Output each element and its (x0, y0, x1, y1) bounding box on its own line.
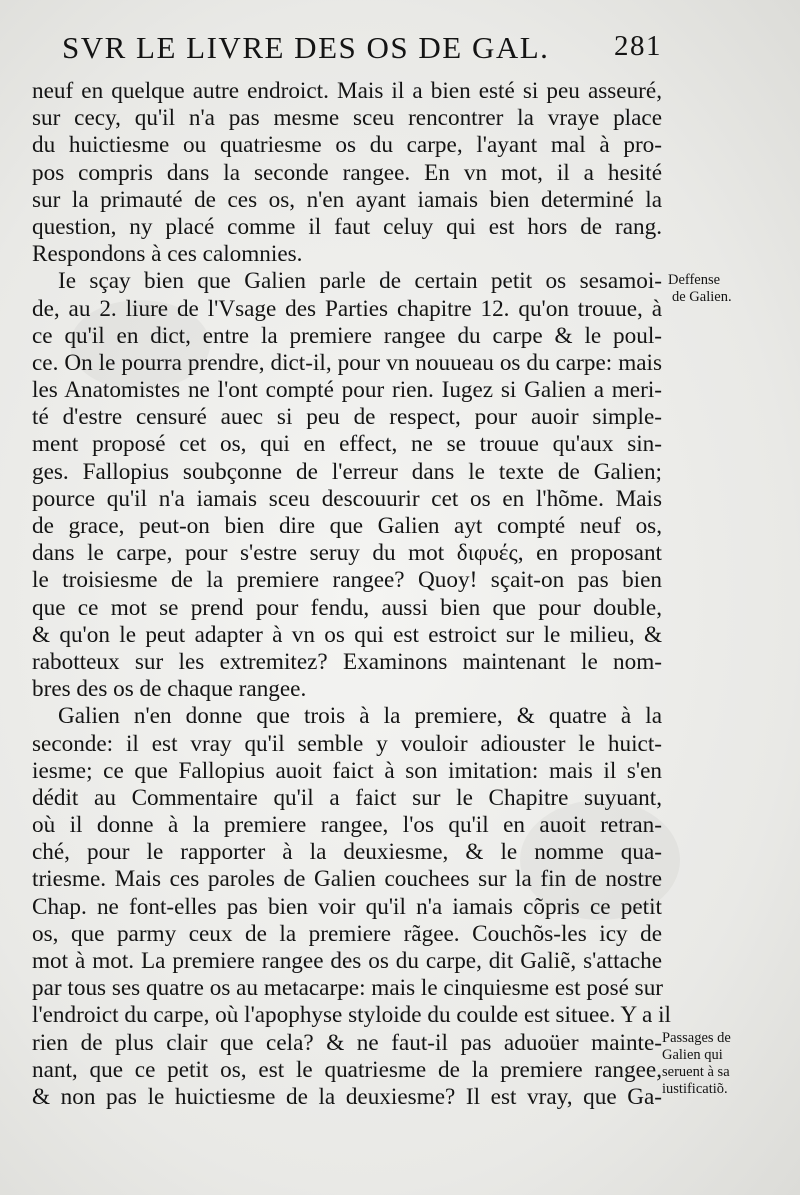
body-text (32, 78, 671, 1111)
text-line: pource qu'il n'a iamais sceu descouurir cet os en l'hõme. Mais (32, 485, 662, 512)
margin-note-passages (662, 1030, 731, 1098)
text-line: os, que parmy ceux de la premiere rãgee. Couchõs-les icy de (32, 920, 662, 947)
text-line: ment proposé cet os, qui en effect, ne se trouue qu'aux sin- (32, 431, 662, 458)
text-line: ges. Fallopius soubçonne de l'erreur dans le texte de Galien; (32, 458, 662, 485)
text-line: Respondons à ces calomnies. (32, 241, 303, 268)
text-line: sur la primauté de ces os, n'en ayant iamais bien determiné la (32, 186, 662, 213)
text-line: Galien n'en donne que trois à la premiere, & quatre à la (58, 703, 662, 730)
margin-note-line: Deffense (668, 272, 721, 288)
text-line: les Anatomistes ne l'ont compté pour rien. Iugez si Galien a meri- (32, 377, 662, 404)
text-line: question, ny placé comme il faut celuy qui est hors de rang. (32, 213, 662, 240)
page-number: 281 (614, 30, 662, 62)
text-line: Chap. ne font-elles pas bien voir qu'il n'a iamais cõpris ce petit (32, 893, 662, 920)
text-line: bres des os de chaque rangee. (32, 676, 307, 703)
text-line: rien de plus clair que cela? & ne faut-il pas aduoüer mainte- (32, 1029, 662, 1056)
text-line: que ce mot se prend pour fendu, aussi bien que pour double, (32, 594, 662, 621)
running-title: SVR LE LIVRE DES OS DE GAL. (62, 30, 550, 65)
text-line: dans le carpe, pour s'estre seruy du mot διφυές, en proposant (32, 540, 662, 567)
text-line: où il donne à la premiere rangee, l'os qu'il en auoit retran- (32, 812, 662, 839)
margin-note-line: iustificatiõ. (662, 1081, 728, 1097)
text-line: ce. On le pourra prendre, dict-il, pour vn nouueau os du carpe: mais (32, 349, 662, 376)
text-line: & qu'on le peut adapter à vn os qui est estroict sur le milieu, & (32, 621, 662, 648)
text-line: neuf en quelque autre endroict. Mais il a bien esté si peu asseuré, (32, 78, 662, 104)
text-line: Ie sçay bien que Galien parle de certain petit os sesamoi- (58, 268, 662, 295)
text-line: seconde: il est vray qu'il semble y vouloir adiouster le huict- (32, 730, 662, 757)
text-line: du huictiesme ou quatriesme os du carpe, l'ayant mal à pro- (32, 132, 662, 159)
text-line: & non pas le huictiesme de la deuxiesme? Il est vray, que Ga- (32, 1083, 662, 1110)
text-line: par tous ses quatre os au metacarpe: mais le cinquiesme est posé sur (32, 975, 664, 1002)
margin-note-line: Passages de (662, 1030, 731, 1046)
text-line: le troisiesme de la premiere rangee? Quoy! sçait-on pas bien (32, 567, 662, 594)
text-line: té d'estre censuré auec si peu de respect, pour auoir simple- (32, 404, 662, 431)
margin-note-line: seruent à sa (662, 1064, 730, 1080)
text-line: ché, pour le rapporter à la deuxiesme, & le nomme qua- (32, 839, 662, 866)
text-line: sur cecy, qu'il n'a pas mesme sceu rencontrer la vraye place (32, 105, 662, 132)
margin-note-line: Galien qui (662, 1047, 723, 1063)
text-line: nant, que ce petit os, est le quatriesme de la premiere rangee, (32, 1056, 662, 1083)
text-line: pos compris dans la seconde rangee. En vn mot, il a hesité (32, 159, 662, 186)
text-line: mot à mot. La premiere rangee des os du carpe, dit Galiẽ, s'attache (32, 948, 662, 974)
text-line: de grace, peut-on bien dire que Galien ayt compté neuf os, (32, 513, 662, 539)
text-line: l'endroict du carpe, où l'apophyse styloide du coulde est situee. Y a il (32, 1002, 671, 1029)
text-line: ce qu'il en dict, entre la premiere rangee du carpe & le poul- (32, 322, 662, 349)
text-line: iesme; ce que Fallopius auoit faict à son imitation: mais il s'en (32, 757, 662, 784)
text-line: dédit au Commentaire qu'il a faict sur le Chapitre suyuant, (32, 784, 662, 811)
margin-note-defense (668, 272, 732, 306)
text-line: de, au 2. liure de l'Vsage des Parties chapitre 12. qu'on trouue, à (32, 295, 662, 322)
margin-note-line: de Galien. (672, 289, 732, 305)
text-line: rabotteux sur les extremitez? Examinons maintenant le nom- (32, 648, 662, 675)
text-line: triesme. Mais ces paroles de Galien couchees sur la fin de nostre (32, 866, 662, 893)
running-header (62, 30, 662, 74)
